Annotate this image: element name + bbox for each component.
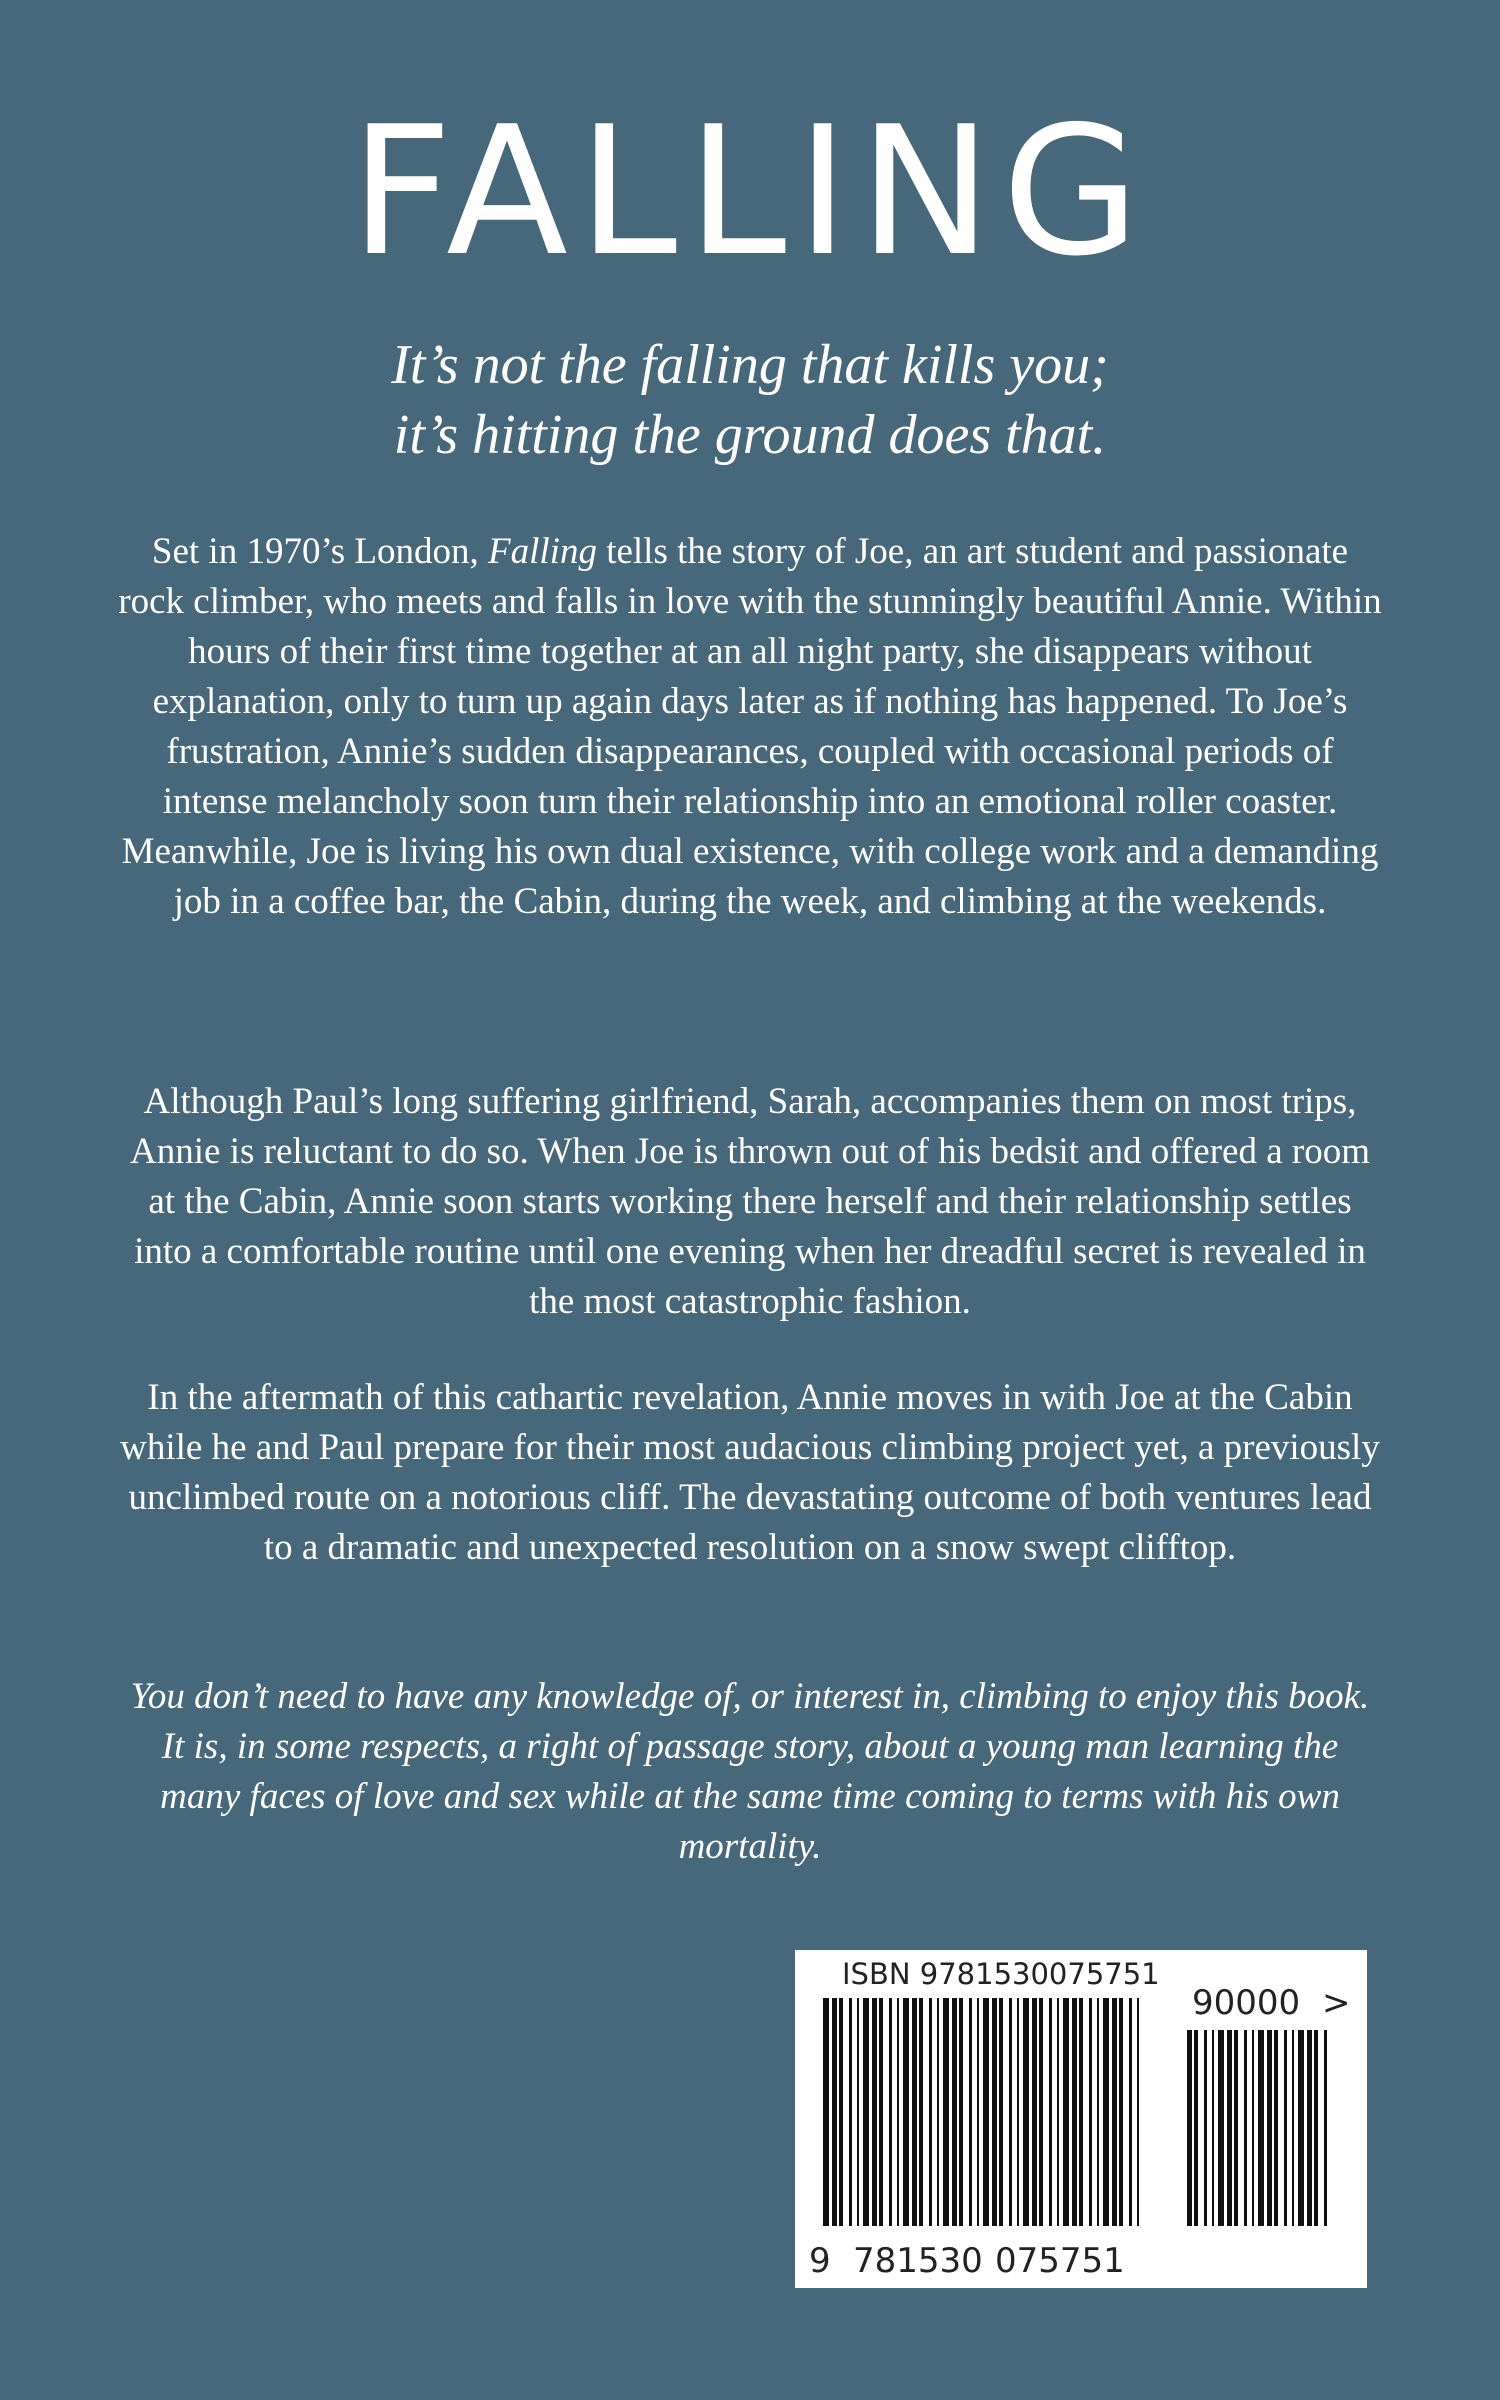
barcode-bar xyxy=(1204,2030,1207,2250)
tagline-line-2: it’s hitting the ground does that. xyxy=(393,404,1107,466)
barcode-bar xyxy=(1103,1998,1109,2226)
barcode-bar xyxy=(1017,1998,1019,2226)
barcode-bar xyxy=(1032,1998,1037,2248)
barcode-bar xyxy=(1039,1998,1043,2248)
barcode-bar xyxy=(919,1998,923,2226)
barcode-bar xyxy=(1218,2030,1224,2250)
barcode-bar xyxy=(1252,2030,1254,2250)
main-barcode-bars xyxy=(823,1998,1139,2248)
blurb-paragraph-1 xyxy=(118,527,1382,927)
blurb-p1-rest: tells the story of Joe, an art student and passionate rock climber, who meets and falls in love with the stunningly beautiful Annie. Within hours of their first time together at an all night party, she disappears without explanation, only to turn up again days later as if nothing has happened. To Joe’s frustration, Annie’s sudden disappearances, coupled with occasional periods of intense melancholy soon turn their relationship into an emotional roller coaster. Meanwhile, Joe is living his own dual existence, with college work and a demanding job in a coffee bar, the Cabin, during the week, and climbing at the weekends. xyxy=(118,531,1382,922)
price-arrow: > xyxy=(1322,1983,1351,2023)
isbn-label: ISBN 9781530075751 xyxy=(842,1957,1160,1991)
barcode-bar xyxy=(952,1998,957,2226)
barcode-bar xyxy=(1089,1998,1092,2226)
blurb-paragraph-3: In the aftermath of this cathartic revelation, Annie moves in with Joe at the Cabin while he and Paul prepare for their most audacious climbing project yet, a previously unclimbed route on a notorious cliff. The devastating outcome of both ventures lead to a dramatic and unexpected resolution on a snow swept clifftop. xyxy=(120,1377,1380,1568)
barcode-bar xyxy=(1119,1998,1123,2226)
barcode-bar xyxy=(1072,1998,1077,2226)
barcode-bar xyxy=(1063,1998,1069,2226)
tagline-line-1: It’s not the falling that kills you; xyxy=(391,334,1109,396)
barcode-bar xyxy=(1307,2030,1312,2250)
barcode-digits-right: 075751 xyxy=(995,2241,1125,2281)
barcode-bar xyxy=(839,1998,843,2226)
barcode-bar xyxy=(879,1998,883,2226)
barcode-bar xyxy=(857,1998,859,2226)
barcode-bar xyxy=(1057,1998,1059,2226)
price-code: 90000 xyxy=(1192,1983,1301,2023)
barcode-graphic xyxy=(795,1950,1367,2288)
barcode-bar xyxy=(929,1998,932,2226)
barcode-bar xyxy=(1023,1998,1029,2226)
barcode-bar xyxy=(1298,2030,1304,2250)
barcode-bar xyxy=(943,1998,949,2226)
barcode-bar xyxy=(1274,2030,1278,2250)
barcode-bar xyxy=(1244,2030,1247,2250)
barcode-bar xyxy=(1079,1998,1083,2226)
barcode-bar xyxy=(1187,2030,1192,2250)
barcode-bar xyxy=(1097,1998,1099,2226)
barcode-bar xyxy=(832,1998,837,2248)
barcode-bar xyxy=(1324,2030,1327,2250)
barcode-bar xyxy=(969,1998,972,2226)
barcode-bar xyxy=(999,1998,1003,2226)
blurb-paragraph-2: Although Paul’s long suffering girlfriend, Sarah, accompanies them on most trips, Annie is reluctant to do so. When Joe is thrown out of his bedsit and offered a room at the Cabin, Annie soon starts working there herself and their relationship settles into a comfortable routine until one evening when her dreadful secret is revealed in the most catastrophic fashion. xyxy=(130,1081,1370,1322)
barcode-bar xyxy=(889,1998,892,2226)
barcode-bar xyxy=(1112,1998,1117,2226)
barcode-bar xyxy=(1129,1998,1132,2226)
barcode-bar xyxy=(1314,2030,1318,2250)
barcode-bar xyxy=(1267,2030,1272,2250)
barcode-bar xyxy=(1284,2030,1287,2250)
addon-barcode-bars xyxy=(1187,2030,1327,2250)
barcode-bar xyxy=(903,1998,909,2226)
barcode-digits-left: 781530 xyxy=(853,2241,983,2281)
barcode-bar xyxy=(1258,2030,1264,2250)
barcode-bar xyxy=(912,1998,917,2226)
tagline xyxy=(0,330,1500,470)
barcode-digit-first: 9 xyxy=(809,2241,831,2281)
blurb-p1-start: Set in 1970’s London, xyxy=(151,531,488,572)
barcode-bar xyxy=(992,1998,997,2226)
isbn-barcode xyxy=(795,1950,1367,2288)
barcode-bar xyxy=(1292,2030,1294,2250)
barcode-bar xyxy=(1194,2030,1198,2250)
barcode-bar xyxy=(1049,1998,1052,2226)
barcode-bar xyxy=(1212,2030,1214,2250)
barcode-bar xyxy=(977,1998,979,2226)
barcode-bar xyxy=(872,1998,877,2226)
barcode-bar xyxy=(983,1998,989,2226)
barcode-bar xyxy=(1234,2030,1238,2250)
barcode-bar xyxy=(897,1998,899,2226)
barcode-bar xyxy=(863,1998,869,2226)
barcode-bar xyxy=(1009,1998,1012,2226)
book-title: FALLING xyxy=(350,88,1150,295)
barcode-bar xyxy=(849,1998,852,2226)
blurb-p1-title-emphasis: Falling xyxy=(488,531,597,572)
barcode-bar xyxy=(1137,1998,1139,2226)
barcode-bar xyxy=(1227,2030,1232,2250)
barcode-bar xyxy=(823,1998,829,2248)
blurb-paragraph-4: You don’t need to have any knowledge of, or interest in, climbing to enjoy this book. It is, in some respects, a right of passage story, about a young man learning the many faces of love and sex while at the same time coming to terms with his own mortality. xyxy=(130,1676,1370,1867)
barcode-bar xyxy=(959,1998,963,2226)
barcode-bar xyxy=(937,1998,939,2226)
